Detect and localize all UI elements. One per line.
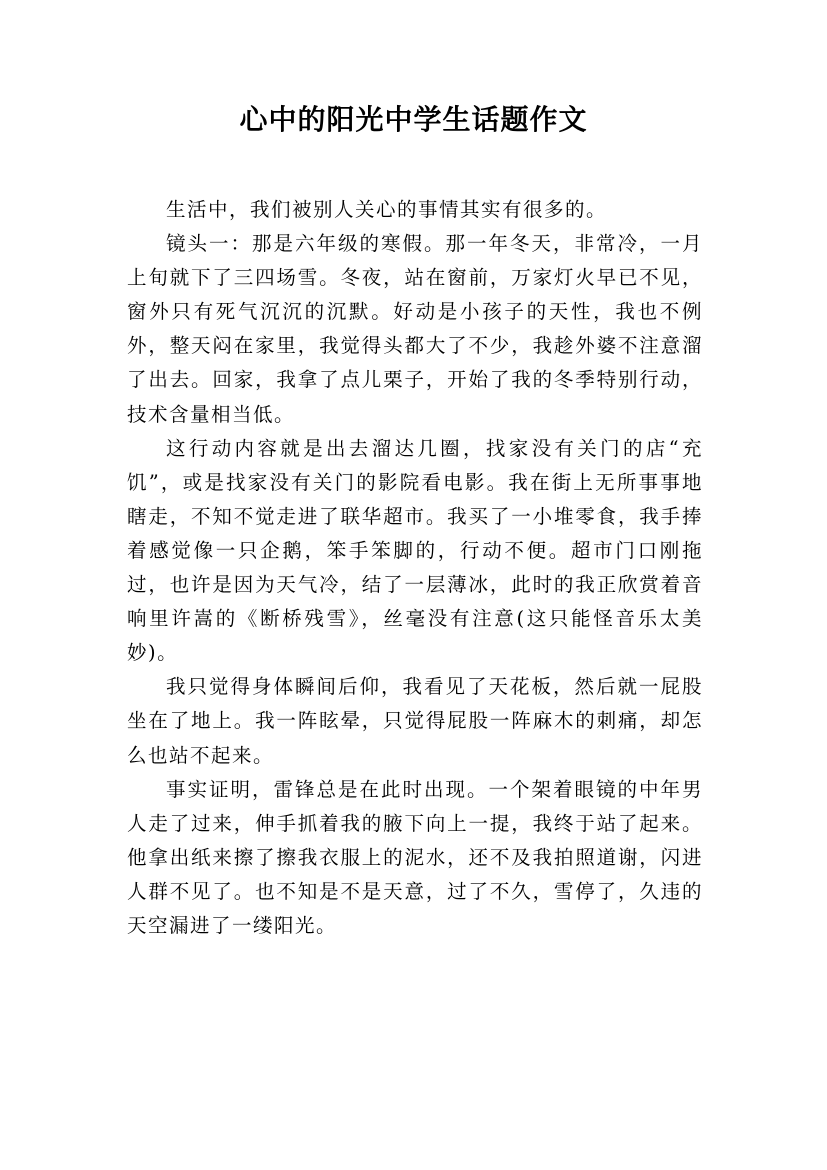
paragraph-1: 生活中，我们被别人关心的事情其实有很多的。 bbox=[166, 198, 608, 221]
document-title: 心中的阳光中学生话题作文 bbox=[239, 103, 588, 136]
paragraph-4: 我只觉得身体瞬间后仰，我看见了天花板，然后就一屁股坐在了地上。我一阵眩晕，只觉得屁股一阵麻木的刺痛，却怎么也站不起来。 bbox=[127, 675, 703, 767]
document-body bbox=[127, 193, 703, 943]
paragraph-3: 这行动内容就是出去溜达几圈，找家没有关门的店“充饥”，或是找家没有关门的影院看电影。我在街上无所事事地瞎走，不知不觉走进了联华超市。我买了一小堆零食，我手捧着感觉像一只企鹅，笨手笨脚的，行动不便。超市门口刚拖过，也许是因为天气冷，结了一层薄冰，此时的我正欣赏着音响里许嵩的《断桥残雪》，丝毫没有注意(这只能怪音乐太美妙)。 bbox=[127, 436, 703, 665]
paragraph-2: 镜头一：那是六年级的寒假。那一年冬天，非常冷，一月上旬就下了三四场雪。冬夜，站在窗前，万家灯火早已不见，窗外只有死气沉沉的沉默。好动是小孩子的天性，我也不例外，整天闷在家里，我觉得头都大了不少，我趁外婆不注意溜了出去。回家，我拿了点儿栗子，开始了我的冬季特别行动，技术含量相当低。 bbox=[127, 232, 703, 426]
paragraph-5: 事实证明，雷锋总是在此时出现。一个架着眼镜的中年男人走了过来，伸手抓着我的腋下向上一提，我终于站了起来。他拿出纸来擦了擦我衣服上的泥水，还不及我拍照道谢，闪进人群不见了。也不知是不是天意，过了不久，雪停了，久违的天空漏进了一缕阳光。 bbox=[127, 777, 703, 937]
